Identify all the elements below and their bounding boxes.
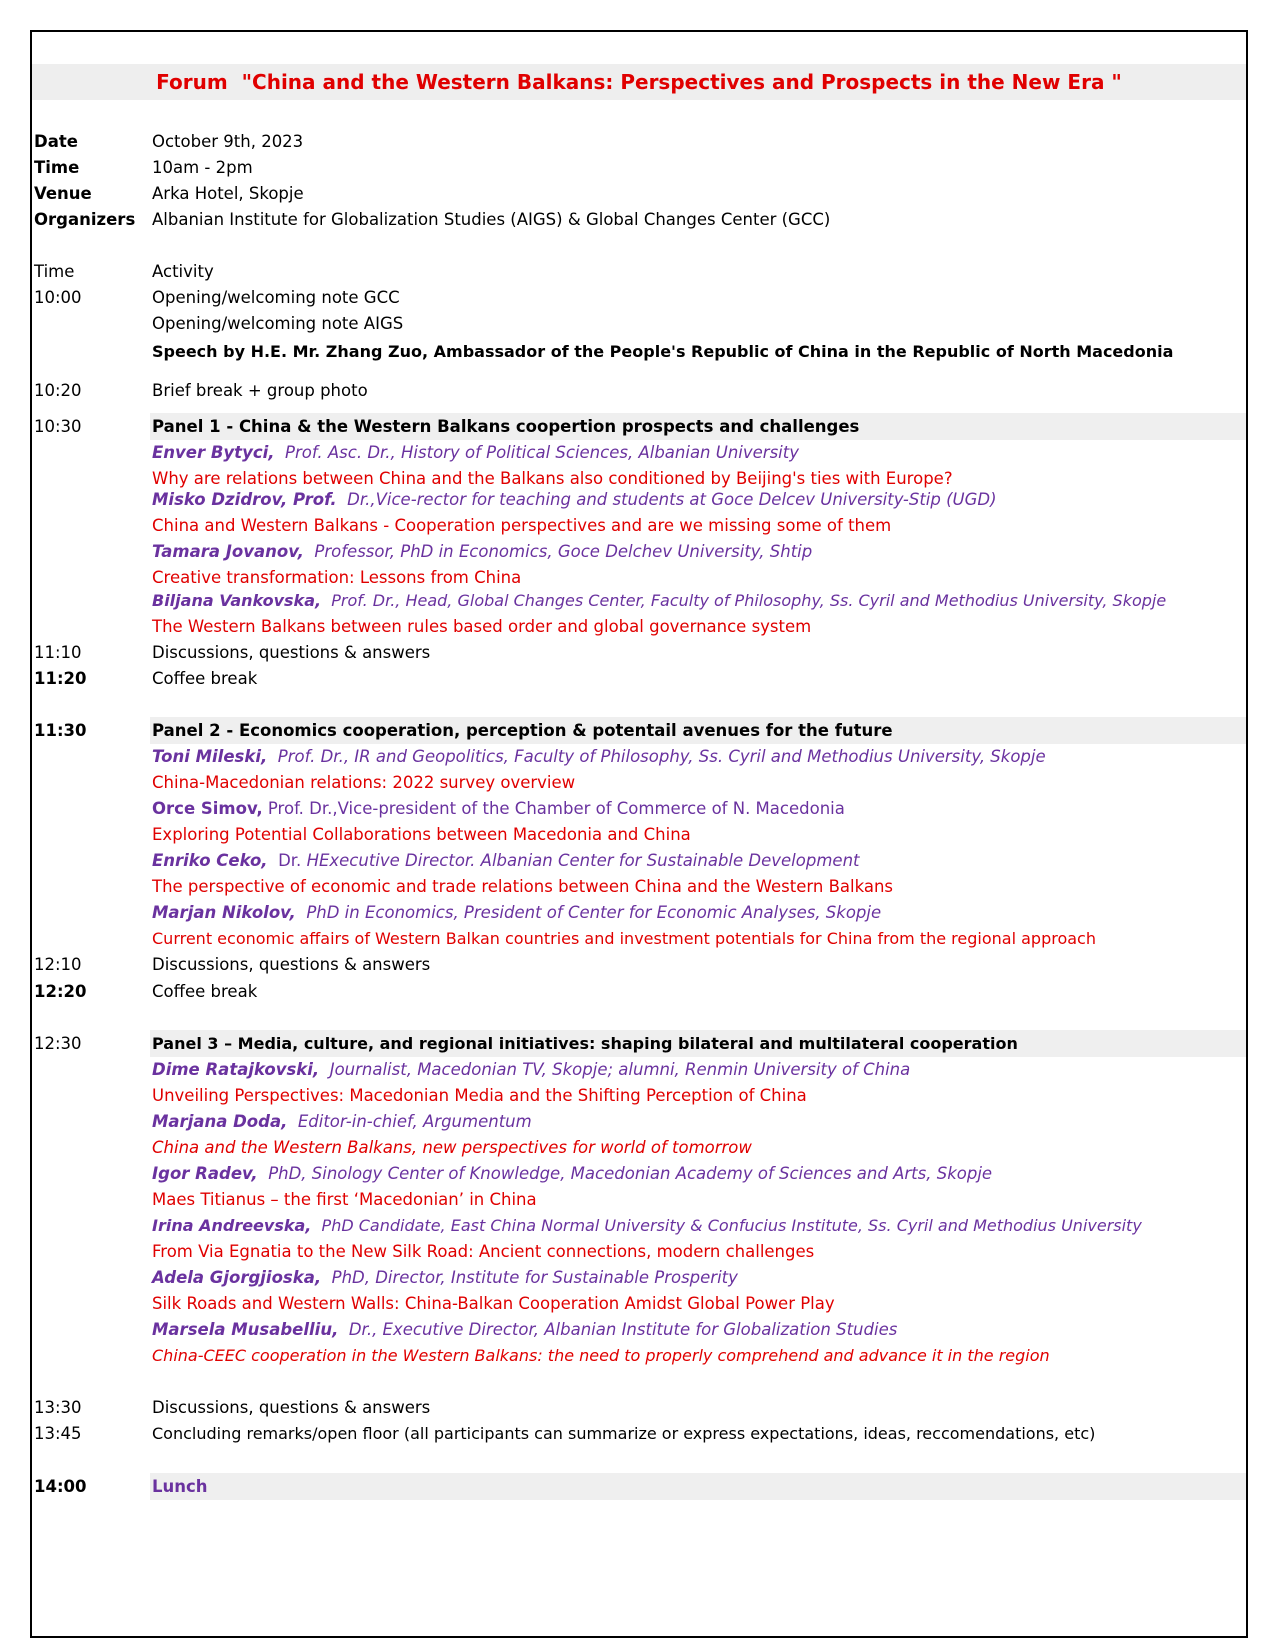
date-label: Date bbox=[34, 132, 78, 151]
topic-row bbox=[0, 821, 1275, 848]
info-row-venue bbox=[0, 180, 1275, 207]
coffee-time: 12:20 bbox=[34, 982, 87, 1001]
speaker-affiliation: Prof. Dr., IR and Geopolitics, Faculty of Philosophy, Ss. Cyril and Methodius University, Skopje bbox=[277, 747, 1046, 766]
date-value: October 9th, 2023 bbox=[152, 132, 304, 151]
discussion-time: 13:30 bbox=[34, 1398, 82, 1417]
speaker-affiliation: Dr., Executive Director, Albanian Institute for Globalization Studies bbox=[348, 1320, 898, 1339]
talk-topic: The perspective of economic and trade relations between China and the Western Balkans bbox=[152, 877, 894, 896]
talk-topic: Unveiling Perspectives: Macedonian Media and the Shifting Perception of China bbox=[152, 1086, 807, 1105]
speaker-affiliation: Editor-in-chief, Argumentum bbox=[297, 1112, 532, 1131]
panel-3-title: Panel 3 – Media, culture, and regional initiatives: shaping bilateral and multilateral cooperation bbox=[152, 1034, 1018, 1053]
coffee-row bbox=[0, 665, 1275, 692]
discussion-text: Discussions, questions & answers bbox=[152, 1398, 431, 1417]
speaker-name: Tamara Jovanov, bbox=[152, 542, 304, 561]
info-row-time bbox=[0, 154, 1275, 181]
talk-topic: The Western Balkans between rules based order and global governance system bbox=[152, 617, 812, 636]
break-text: Brief break + group photo bbox=[152, 381, 368, 400]
speaker-affiliation: Professor, PhD in Economics, Goce Delchev University, Shtip bbox=[314, 542, 813, 561]
opening-row-2 bbox=[0, 310, 1275, 337]
venue-label: Venue bbox=[34, 184, 92, 203]
speaker-title: Dr. bbox=[278, 851, 302, 870]
speaker-name: Marjana Doda, bbox=[152, 1112, 288, 1131]
discussion-text: Discussions, questions & answers bbox=[152, 643, 431, 662]
time-value: 10am - 2pm bbox=[152, 158, 253, 177]
schedule-activity-header: Activity bbox=[152, 262, 214, 281]
panel-2-time: 11:30 bbox=[34, 721, 87, 740]
speaker-row bbox=[0, 1056, 1275, 1083]
speaker-name: Enriko Ceko, bbox=[152, 851, 268, 870]
opening-time: 10:00 bbox=[34, 288, 82, 307]
speaker-row bbox=[0, 1316, 1275, 1343]
speaker-affiliation: Prof. Asc. Dr., History of Political Sciences, Albanian University bbox=[285, 443, 799, 462]
talk-topic: China-CEEC cooperation in the Western Balkans: the need to properly comprehend and advance it in the region bbox=[152, 1346, 1050, 1365]
organizers-value: Albanian Institute for Globalization Studies (AIGS) & Global Changes Center (GCC) bbox=[152, 210, 831, 229]
talk-topic: Silk Roads and Western Walls: China-Balkan Cooperation Amidst Global Power Play bbox=[152, 1294, 835, 1313]
speaker-row bbox=[0, 587, 1275, 614]
speaker-affiliation: Dr.,Vice-rector for teaching and students at Goce Delcev University-Stip (UGD) bbox=[347, 490, 997, 509]
speaker-row bbox=[0, 899, 1275, 926]
topic-row bbox=[0, 1186, 1275, 1213]
topic-row bbox=[0, 1082, 1275, 1109]
speaker-name: Misko Dzidrov, Prof. bbox=[152, 490, 337, 509]
opening-row-1 bbox=[0, 284, 1275, 311]
speaker-affiliation: HExecutive Director. Albanian Center for Sustainable Development bbox=[306, 851, 860, 870]
speaker-name: Toni Mileski, bbox=[152, 747, 268, 766]
coffee-row bbox=[0, 978, 1275, 1005]
topic-row bbox=[0, 1134, 1275, 1161]
talk-topic: Exploring Potential Collaborations between Macedonia and China bbox=[152, 825, 691, 844]
speaker-name: Marsela Musabelliu, bbox=[152, 1320, 339, 1339]
speaker-affiliation: Journalist, Macedonian TV, Skopje; alumni, Renmin University of China bbox=[329, 1060, 911, 1079]
speaker-row bbox=[0, 486, 1275, 513]
coffee-text: Coffee break bbox=[152, 669, 258, 688]
speaker-name: Enver Bytyci, bbox=[152, 443, 275, 462]
speaker-name: Marjan Nikolov, bbox=[152, 903, 296, 922]
talk-topic: China-Macedonian relations: 2022 survey overview bbox=[152, 773, 576, 792]
discussion-row bbox=[0, 951, 1275, 978]
speaker-row bbox=[0, 1264, 1275, 1291]
panel-3-header bbox=[0, 1030, 1275, 1057]
talk-topic: Current economic affairs of Western Balkan countries and investment potentials for China from the regional approach bbox=[152, 929, 1096, 948]
speaker-row bbox=[0, 743, 1275, 770]
lunch-time: 14:00 bbox=[34, 1477, 87, 1496]
topic-row bbox=[0, 1342, 1275, 1369]
discussion-row bbox=[0, 639, 1275, 666]
opening-item: Opening/welcoming note AIGS bbox=[152, 314, 404, 333]
speaker-row bbox=[0, 538, 1275, 565]
speaker-affiliation: Prof. Dr.,Vice-president of the Chamber of Commerce of N. Macedonia bbox=[267, 799, 845, 818]
break-row bbox=[0, 377, 1275, 404]
venue-value: Arka Hotel, Skopje bbox=[152, 184, 304, 203]
topic-row bbox=[0, 873, 1275, 900]
discussion-time: 11:10 bbox=[34, 643, 82, 662]
topic-row bbox=[0, 613, 1275, 640]
topic-row bbox=[0, 925, 1275, 952]
speaker-affiliation: PhD, Sinology Center of Knowledge, Macedonian Academy of Sciences and Arts, Skopje bbox=[268, 1164, 993, 1183]
topic-row bbox=[0, 512, 1275, 539]
discussion-time: 12:10 bbox=[34, 955, 82, 974]
coffee-text: Coffee break bbox=[152, 982, 258, 1001]
talk-topic: Creative transformation: Lessons from China bbox=[152, 568, 522, 587]
time-label: Time bbox=[34, 158, 80, 177]
info-row-date bbox=[0, 128, 1275, 155]
discussion-text: Discussions, questions & answers bbox=[152, 955, 431, 974]
talk-topic: China and the Western Balkans, new perspectives for world of tomorrow bbox=[152, 1138, 752, 1157]
info-row-organizers bbox=[0, 206, 1275, 233]
schedule-time-header: Time bbox=[34, 262, 75, 281]
opening-speech-row bbox=[0, 338, 1275, 365]
speaker-affiliation: PhD Candidate, East China Normal University & Confucius Institute, Ss. Cyril and Methodius University bbox=[321, 1216, 1142, 1235]
talk-topic: Maes Titianus – the first ‘Macedonian’ in China bbox=[152, 1190, 537, 1209]
page-title: Forum "China and the Western Balkans: Perspectives and Prospects in the New Era " bbox=[156, 70, 1122, 94]
speaker-row bbox=[0, 847, 1275, 874]
speaker-name: Orce Simov, bbox=[152, 799, 263, 818]
discussion-row bbox=[0, 1394, 1275, 1421]
speaker-affiliation: Prof. Dr., Head, Global Changes Center, Faculty of Philosophy, Ss. Cyril and Methodius University, Skopje bbox=[331, 591, 1167, 610]
schedule-header bbox=[0, 258, 1275, 285]
speaker-name: Adela Gjorgjioska, bbox=[152, 1268, 322, 1287]
panel-3-time: 12:30 bbox=[34, 1034, 82, 1053]
panel-1-title: Panel 1 - China & the Western Balkans coopertion prospects and challenges bbox=[152, 417, 860, 436]
organizers-label: Organizers bbox=[34, 210, 136, 229]
topic-row bbox=[0, 1238, 1275, 1265]
coffee-time: 11:20 bbox=[34, 669, 87, 688]
opening-speech: Speech by H.E. Mr. Zhang Zuo, Ambassador of the People's Republic of China in the Republic of North Macedonia bbox=[152, 342, 1174, 361]
concluding-time: 13:45 bbox=[34, 1424, 82, 1443]
speaker-name: Dime Ratajkovski, bbox=[152, 1060, 320, 1079]
opening-item: Opening/welcoming note GCC bbox=[152, 288, 400, 307]
lunch-row bbox=[0, 1473, 1275, 1500]
panel-1-header bbox=[0, 413, 1275, 440]
panel-2-title: Panel 2 - Economics cooperation, perception & potentail avenues for the future bbox=[152, 721, 893, 740]
talk-topic: Why are relations between China and the Balkans also conditioned by Beijing's ties with Europe? bbox=[152, 469, 953, 488]
topic-row bbox=[0, 769, 1275, 796]
speaker-name: Biljana Vankovska, bbox=[152, 591, 322, 610]
break-time: 10:20 bbox=[34, 381, 82, 400]
speaker-name: Igor Radev, bbox=[152, 1164, 258, 1183]
speaker-row bbox=[0, 1160, 1275, 1187]
talk-topic: From Via Egnatia to the New Silk Road: Ancient connections, modern challenges bbox=[152, 1242, 815, 1261]
speaker-row bbox=[0, 439, 1275, 466]
speaker-affiliation: PhD, Director, Institute for Sustainable Prosperity bbox=[331, 1268, 738, 1287]
talk-topic: China and Western Balkans - Cooperation perspectives and are we missing some of them bbox=[152, 516, 892, 535]
panel-1-time: 10:30 bbox=[34, 417, 82, 436]
speaker-row bbox=[0, 1108, 1275, 1135]
speaker-row bbox=[0, 795, 1275, 822]
concluding-text: Concluding remarks/open floor (all participants can summarize or express expectations, ideas, reccomendations, etc) bbox=[152, 1424, 1096, 1443]
topic-row bbox=[0, 1290, 1275, 1317]
panel-2-header bbox=[0, 717, 1275, 744]
lunch-text: Lunch bbox=[152, 1477, 208, 1496]
speaker-affiliation: PhD in Economics, President of Center for Economic Analyses, Skopje bbox=[306, 903, 882, 922]
speaker-name: Irina Andreevska, bbox=[152, 1216, 312, 1235]
concluding-row bbox=[0, 1420, 1275, 1447]
speaker-row bbox=[0, 1212, 1275, 1239]
